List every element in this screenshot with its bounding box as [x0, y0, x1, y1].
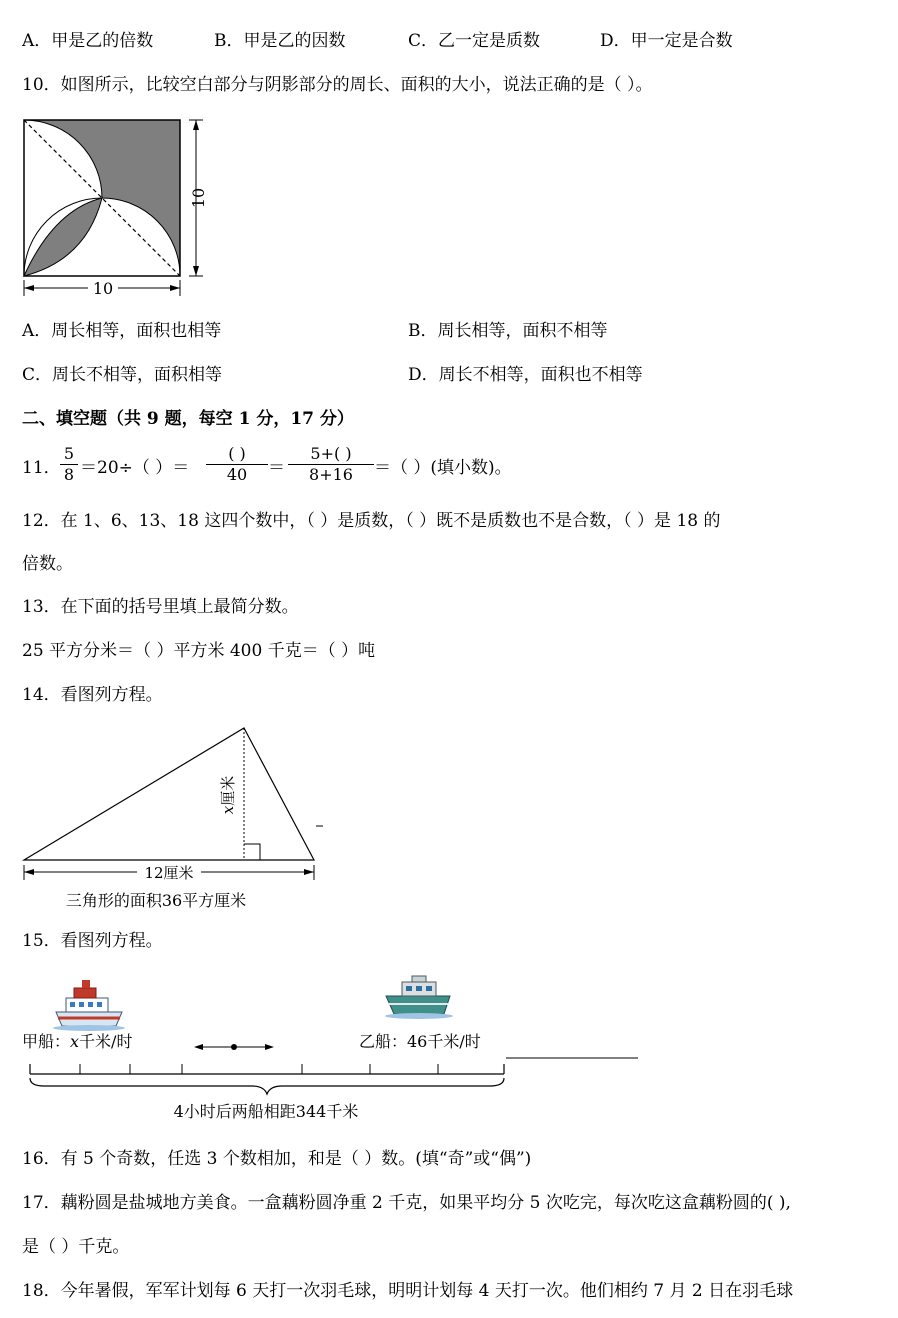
q11-number: 11．	[22, 458, 61, 478]
q11-mid: ＝20÷（ ）＝	[80, 458, 190, 478]
q10-stem: 10．如图所示，比较空白部分与阴影部分的周长、面积的大小，说法正确的是（ ）。	[22, 75, 653, 95]
q10-bottom-label: 10	[92, 279, 114, 298]
q11-f1-num: 5	[60, 444, 78, 465]
q14-base-label: 12厘米	[144, 864, 194, 882]
q13-stem: 13．在下面的括号里填上最简分数。	[22, 597, 299, 617]
q11-eq2: ＝	[268, 458, 285, 478]
q11-f3-num: 5+( )	[288, 444, 374, 465]
q10-square-figure	[14, 110, 214, 302]
q15-boat-b-label: 乙船：46千米/时	[359, 1032, 481, 1051]
q14-height-unit: 厘米	[219, 775, 237, 806]
q10-option-c: C．周长不相等，面积相等	[22, 365, 223, 385]
q15-boat-a-label-pre: 甲船：	[22, 1032, 71, 1051]
svg-text:甲船：x千米/时	[22, 1032, 132, 1051]
q11-tail: ＝（ ）(填小数)。	[374, 458, 512, 478]
q9-option-a: A．甲是乙的倍数	[22, 31, 154, 51]
q9-option-d: D．甲一定是合数	[600, 31, 733, 51]
q18: 18．今年暑假，军军计划每 6 天打一次羽毛球，明明计划每 4 天打一次。他们相约 7 月 2 日在羽毛球	[22, 1281, 794, 1301]
q15-caption: 4小时后两船相距344千米	[173, 1102, 359, 1121]
boat-b-icon	[385, 976, 453, 1019]
q15-boat-a-unit: 千米/时	[79, 1032, 133, 1051]
q11-f2-den: 40	[226, 465, 248, 484]
q15-boat-a-var: x	[70, 1032, 80, 1051]
q10-option-a: A．周长相等，面积也相等	[22, 321, 222, 341]
q11-fraction-3	[288, 444, 374, 485]
q13-line: 25 平方分米＝（ ）平方米 400 千克＝（ ）吨	[22, 641, 376, 661]
q17-line2: 是（ ）千克。	[22, 1237, 130, 1257]
q12-line1: 12．在 1、6、13、18 这四个数中，（ ）是质数，（ ）既不是质数也不是合数，（ ）是 18 的	[22, 511, 721, 531]
q15-stem: 15．看图列方程。	[22, 931, 163, 951]
q14-caption: 三角形的面积36平方厘米	[65, 891, 247, 910]
svg-text:x厘米	[219, 776, 237, 814]
q17-line1: 17．藕粉圆是盐城地方美食。一盒藕粉圆净重 2 千克，如果平均分 5 次吃完，每次吃这盒藕粉圆的( ),	[22, 1193, 791, 1213]
q10-option-b: B．周长相等，面积不相等	[408, 321, 608, 341]
q9-option-b: B．甲是乙的因数	[214, 31, 346, 51]
q11-fraction-2	[206, 444, 268, 485]
q11-f1-den: 8	[63, 465, 75, 484]
q15-boats-figure	[14, 970, 644, 1130]
q11-f2-num: ( )	[206, 444, 268, 465]
q14-triangle	[24, 728, 314, 860]
boat-a-icon	[53, 980, 125, 1031]
q10-right-label: 10	[189, 187, 208, 209]
q9-option-c: C．乙一定是质数	[408, 31, 541, 51]
q10-option-d: D．周长不相等，面积也不相等	[408, 365, 643, 385]
q11-f3-den: 8+16	[309, 465, 353, 484]
q16: 16．有 5 个奇数，任选 3 个数相加，和是（ ）数。(填“奇”或“偶”)	[22, 1149, 532, 1169]
q14-height-var: x	[219, 805, 237, 815]
q14-stem: 14．看图列方程。	[22, 685, 163, 705]
q12-line2: 倍数。	[22, 554, 73, 574]
q11-fraction-1	[60, 444, 78, 485]
section-title: 二、填空题（共 9 题，每空 1 分，17 分）	[22, 409, 354, 429]
q14-triangle-figure	[14, 720, 334, 915]
